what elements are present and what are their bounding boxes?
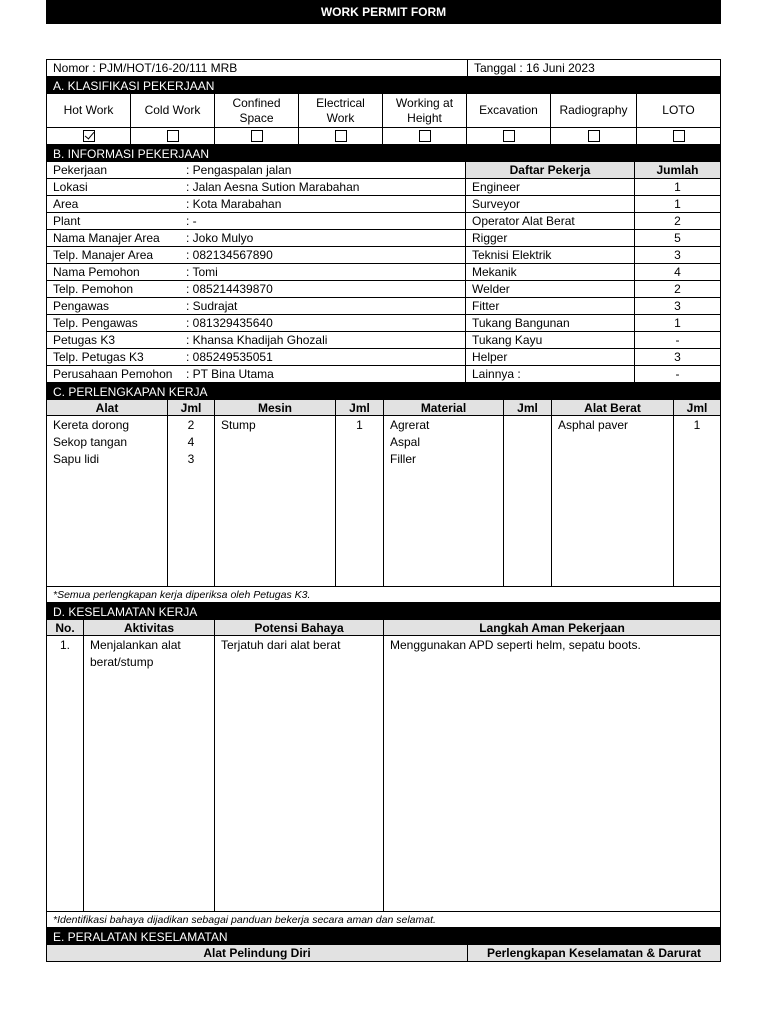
- info-row: [47, 247, 720, 264]
- worker-count: 1: [674, 197, 681, 211]
- info-value: : 081329435640: [186, 315, 466, 331]
- equipment-header: [47, 400, 720, 416]
- info-row: [47, 213, 720, 230]
- info-row: [47, 366, 720, 383]
- work-type-radiography: Radiography: [551, 94, 637, 127]
- worker-role: Surveyor: [466, 196, 635, 212]
- worker-role: Rigger: [466, 230, 635, 246]
- checkbox-working-at-height[interactable]: [419, 130, 431, 142]
- info-value: : Tomi: [186, 264, 466, 280]
- mesin-jml-list: [336, 416, 384, 586]
- header-aktivitas: Aktivitas: [84, 620, 215, 635]
- worker-count: 3: [674, 350, 681, 364]
- mesin-item: Stump: [221, 418, 256, 432]
- equipment-header-7: Jml: [686, 400, 708, 415]
- alat-jml-item: 3: [187, 452, 195, 466]
- alat-berat-jml-item: 1: [693, 418, 701, 432]
- header-langkah-aman: Langkah Aman Pekerjaan: [479, 620, 625, 635]
- work-type-checkbox-cell: [215, 128, 299, 144]
- checkbox-radiography[interactable]: [588, 130, 600, 142]
- info-label: Area: [53, 197, 79, 211]
- equipment-header-2: Mesin: [215, 400, 336, 415]
- info-label: Pekerjaan: [53, 163, 108, 177]
- form-title: WORK PERMIT FORM: [46, 0, 721, 24]
- safety-langkah-aman: Menggunakan APD seperti helm, sepatu boots.: [390, 638, 641, 652]
- worker-role: Engineer: [466, 179, 635, 195]
- safety-header: [47, 620, 720, 636]
- safety-note: *Identifikasi bahaya dijadikan sebagai panduan bekerja secara aman dan selamat.: [47, 912, 720, 928]
- equipment-header-5: Jml: [504, 400, 552, 415]
- material-item: Agrerat: [390, 418, 430, 432]
- equipment-body: [47, 416, 720, 587]
- worker-role: Fitter: [466, 298, 635, 314]
- equipment-note: *Semua perlengkapan kerja diperiksa oleh Petugas K3.: [47, 587, 720, 603]
- worker-count: 4: [674, 265, 681, 279]
- checkbox-cold-work[interactable]: [167, 130, 179, 142]
- info-value: : Pengaspalan jalan: [186, 162, 466, 178]
- section-a-title: A. KLASIFIKASI PEKERJAAN: [47, 77, 720, 94]
- work-type-hot-work: Hot Work: [47, 94, 131, 127]
- info-label: Nama Manajer Area: [53, 231, 160, 245]
- work-type-checkbox-cell: [383, 128, 467, 144]
- info-value: : Khansa Khadijah Ghozali: [186, 332, 466, 348]
- form-header: [47, 60, 720, 77]
- alat-berat-jml-list: [674, 416, 720, 586]
- worker-role: Mekanik: [466, 264, 635, 280]
- safety-equipment-header: [47, 945, 720, 961]
- info-row: [47, 349, 720, 366]
- info-row: [47, 298, 720, 315]
- info-row: [47, 196, 720, 213]
- info-label: Nama Pemohon: [53, 265, 140, 279]
- info-row: [47, 315, 720, 332]
- worker-role: Tukang Bangunan: [466, 315, 635, 331]
- alat-jml-list: [168, 416, 215, 586]
- worker-count: 3: [674, 248, 681, 262]
- safety-aktivitas: Menjalankan alat berat/stump: [84, 636, 215, 911]
- worker-role: Tukang Kayu: [466, 332, 635, 348]
- info-row: [47, 230, 720, 247]
- info-value: : Sudrajat: [186, 298, 466, 314]
- section-d-title: D. KESELAMATAN KERJA: [47, 603, 720, 620]
- info-value: : 085214439870: [186, 281, 466, 297]
- work-type-checkbox-cell: [637, 128, 720, 144]
- workers-header: Daftar Pekerja: [466, 162, 635, 178]
- alat-list: [47, 416, 168, 586]
- safety-no: 1.: [47, 636, 84, 911]
- header-potensi-bahaya: Potensi Bahaya: [215, 620, 384, 635]
- work-permit-form: [46, 59, 721, 962]
- work-type-checkbox-cell: [47, 128, 131, 144]
- equipment-header-4: Material: [384, 400, 504, 415]
- info-value: : 082134567890: [186, 247, 466, 263]
- section-c-title: C. PERLENGKAPAN KERJA: [47, 383, 720, 400]
- info-value: : Kota Marabahan: [186, 196, 466, 212]
- material-list: [384, 416, 504, 586]
- mesin-list: [215, 416, 336, 586]
- info-label: Plant: [53, 214, 81, 228]
- info-row: [47, 264, 720, 281]
- work-type-checkbox-cell: [467, 128, 551, 144]
- info-label: Petugas K3: [53, 333, 116, 347]
- info-value: : Jalan Aesna Sution Marabahan: [186, 179, 466, 195]
- alat-jml-item: 2: [187, 418, 195, 432]
- checkbox-confined-space[interactable]: [251, 130, 263, 142]
- checkbox-electrical-work[interactable]: [335, 130, 347, 142]
- alat-item: Sekop tangan: [53, 435, 128, 449]
- section-e-title: E. PERALATAN KESELAMATAN: [47, 928, 720, 945]
- worker-count: 5: [674, 231, 681, 245]
- checkbox-hot-work[interactable]: [83, 130, 95, 142]
- header-perlengkapan-darurat: Perlengkapan Keselamatan & Darurat: [486, 946, 702, 960]
- info-value: : -: [186, 213, 466, 229]
- info-value: : 085249535051: [186, 349, 466, 365]
- info-label: Pengawas: [53, 299, 110, 313]
- material-item: Filler: [390, 452, 416, 466]
- info-label: Telp. Pengawas: [53, 316, 138, 330]
- worker-role: Teknisi Elektrik: [466, 247, 635, 263]
- worker-role: Lainnya :: [466, 366, 635, 382]
- checkbox-loto[interactable]: [673, 130, 685, 142]
- equipment-header-0: Alat: [47, 400, 168, 415]
- info-row: [47, 162, 720, 179]
- work-type-confined-space: Confined Space: [215, 94, 299, 127]
- count-header: Jumlah: [635, 162, 720, 178]
- work-type-checkbox-cell: [131, 128, 215, 144]
- material-jml-list: [504, 416, 552, 586]
- work-type-checkbox-cell: [299, 128, 383, 144]
- info-label: Perusahaan Pemohon: [53, 367, 173, 381]
- job-info-table: [47, 162, 720, 383]
- equipment-header-1: Jml: [168, 400, 215, 415]
- info-value: : PT Bina Utama: [186, 366, 466, 382]
- nomor: Nomor : PJM/HOT/16-20/111 MRB: [47, 60, 468, 76]
- worker-count: -: [675, 333, 680, 347]
- work-type-checkbox-cell: [551, 128, 637, 144]
- header-apd: Alat Pelindung Diri: [47, 945, 468, 961]
- alat-item: Sapu lidi: [53, 452, 100, 466]
- checkbox-excavation[interactable]: [503, 130, 515, 142]
- info-label: Lokasi: [53, 180, 88, 194]
- worker-count: 1: [674, 180, 681, 194]
- worker-count: 3: [674, 299, 681, 313]
- info-label: Telp. Petugas K3: [53, 350, 144, 364]
- info-label: Telp. Pemohon: [53, 282, 134, 296]
- worker-role: Welder: [466, 281, 635, 297]
- tanggal: Tanggal : 16 Juni 2023: [474, 61, 595, 75]
- worker-count: 2: [674, 214, 681, 228]
- alat-berat-item: Asphal paver: [558, 418, 629, 432]
- work-type-cold-work: Cold Work: [131, 94, 215, 127]
- safety-potensi-bahaya: Terjatuh dari alat berat: [215, 636, 384, 911]
- worker-role: Operator Alat Berat: [466, 213, 635, 229]
- worker-count: 1: [674, 316, 681, 330]
- safety-body: [47, 636, 720, 912]
- work-type-electrical-work: Electrical Work: [299, 94, 383, 127]
- info-row: [47, 179, 720, 196]
- work-type-labels: [47, 94, 720, 128]
- info-row: [47, 332, 720, 349]
- mesin-jml-item: 1: [356, 418, 363, 432]
- alat-jml-item: 4: [187, 435, 195, 449]
- work-type-checkboxes: [47, 128, 720, 145]
- info-row: [47, 281, 720, 298]
- section-b-title: B. INFORMASI PEKERJAAN: [47, 145, 720, 162]
- info-value: : Joko Mulyo: [186, 230, 466, 246]
- equipment-header-6: Alat Berat: [552, 400, 674, 415]
- work-type-excavation: Excavation: [467, 94, 551, 127]
- material-item: Aspal: [390, 435, 421, 449]
- worker-count: 2: [674, 282, 681, 296]
- alat-item: Kereta dorong: [53, 418, 130, 432]
- equipment-header-3: Jml: [336, 400, 384, 415]
- header-no: No.: [47, 620, 84, 635]
- work-type-working-at-height: Working at Height: [383, 94, 467, 127]
- worker-role: Helper: [466, 349, 635, 365]
- alat-berat-list: [552, 416, 674, 586]
- worker-count: -: [675, 367, 680, 381]
- info-label: Telp. Manajer Area: [53, 248, 154, 262]
- work-type-loto: LOTO: [662, 103, 695, 117]
